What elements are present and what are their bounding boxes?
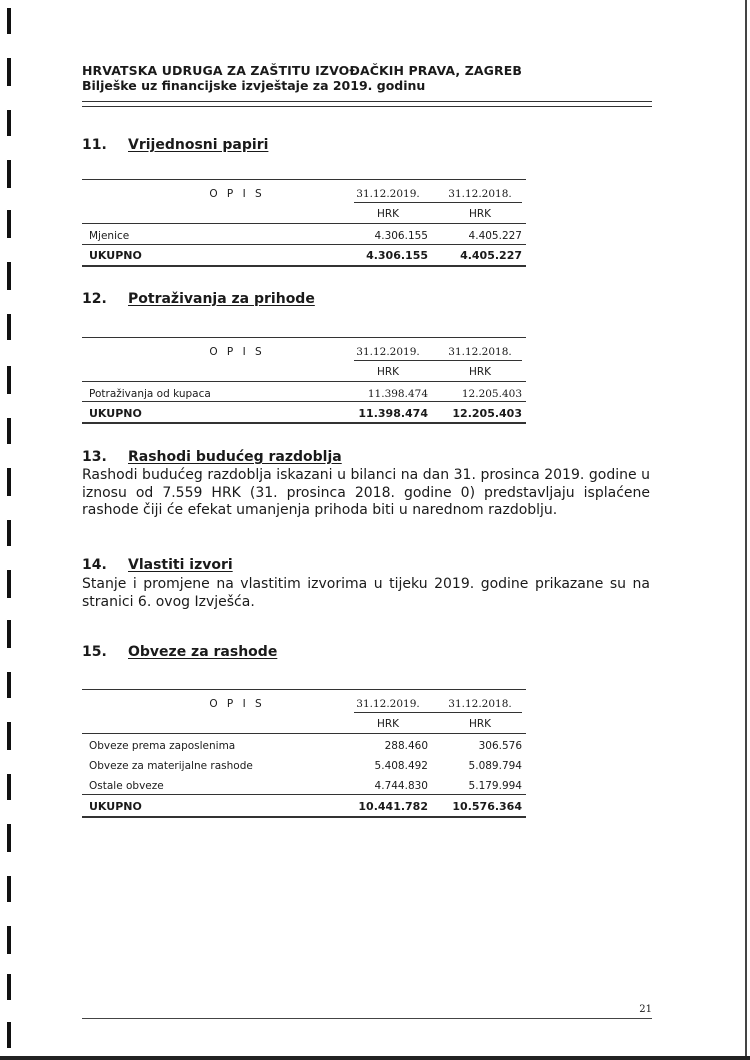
section-title: Rashodi budućeg razdoblja [128, 449, 342, 465]
row-value-2018: 5.089.794 [468, 760, 522, 772]
row-value-2019: 288.460 [384, 740, 428, 752]
row-value-2018: 5.179.994 [468, 780, 522, 792]
column-header-opis: O P I S [209, 188, 265, 200]
section-number: 13. [82, 449, 107, 465]
section-title: Vlastiti izvori [128, 557, 233, 573]
column-header-opis: O P I S [209, 346, 265, 358]
row-value-2018: 4.405.227 [468, 230, 522, 242]
document-subtitle: Bilješke uz financijske izvještaje za 2019. godinu [82, 78, 426, 93]
table-obveze-za-rashode [82, 689, 526, 821]
column-header-2018: 31.12.2018. [448, 188, 512, 200]
total-value-2018: 10.576.364 [452, 800, 522, 813]
section-14-paragraph: Stanje i promjene na vlastitim izvorima u tijeku 2019. godine prikazane su na stranici 6. ovog Izvješća. [82, 576, 650, 610]
column-header-2019: 31.12.2019. [356, 698, 420, 710]
scan-bottom-edge [0, 1056, 750, 1060]
column-header-2018: 31.12.2018. [448, 346, 512, 358]
total-label: UKUPNO [89, 249, 142, 262]
column-header-2019: 31.12.2019. [356, 188, 420, 200]
unit-2018: HRK [468, 366, 492, 378]
row-label: Ostale obveze [89, 780, 164, 792]
total-value-2019: 10.441.782 [358, 800, 428, 813]
column-header-opis: O P I S [209, 698, 265, 710]
column-header-2018: 31.12.2018. [448, 698, 512, 710]
section-number: 14. [82, 557, 107, 573]
column-header-2019: 31.12.2019. [356, 346, 420, 358]
unit-2019: HRK [376, 366, 400, 378]
section-title: Obveze za rashode [128, 644, 278, 660]
row-value-2019: 11.398.474 [367, 388, 428, 400]
section-13-heading [82, 449, 342, 465]
total-label: UKUPNO [89, 800, 142, 813]
page-number: 21 [639, 1004, 652, 1015]
unit-2018: HRK [468, 718, 492, 730]
unit-2019: HRK [376, 208, 400, 220]
row-value-2018: 12.205.403 [461, 388, 522, 400]
unit-2018: HRK [468, 208, 492, 220]
table-vrijednosni-papiri [82, 179, 526, 269]
header-rule-bottom [82, 106, 652, 107]
section-15-heading [82, 644, 277, 660]
section-number: 12. [82, 291, 107, 307]
row-value-2019: 4.306.155 [374, 230, 428, 242]
section-13-paragraph: Rashodi budućeg razdoblja iskazani u bilanci na dan 31. prosinca 2019. godine u iznosu od 7.559 HRK (31. prosinca 2018. godine 0) predstavljaju isplaćene rashode čiji će efekat umanjenja prihoda biti u narednom razdoblju. [82, 467, 650, 518]
total-value-2019: 11.398.474 [358, 407, 428, 420]
section-12-heading [82, 291, 315, 307]
total-value-2018: 12.205.403 [452, 407, 522, 420]
section-11-heading [82, 137, 268, 153]
section-title: Potraživanja za prihode [128, 291, 315, 307]
row-value-2019: 4.744.830 [374, 780, 428, 792]
section-number: 11. [82, 137, 107, 153]
document-organization: HRVATSKA UDRUGA ZA ZAŠTITU IZVOĐAČKIH PRAVA, ZAGREB [82, 63, 522, 78]
section-14-heading [82, 557, 233, 573]
row-label: Potraživanja od kupaca [89, 388, 211, 400]
total-value-2019: 4.306.155 [366, 249, 428, 262]
row-label: Obveze prema zaposlenima [89, 740, 236, 752]
total-label: UKUPNO [89, 407, 142, 420]
row-label: Mjenice [89, 230, 130, 242]
scan-right-edge [745, 0, 747, 1060]
footer-rule [82, 1018, 652, 1019]
unit-2019: HRK [376, 718, 400, 730]
row-value-2019: 5.408.492 [374, 760, 428, 772]
row-value-2018: 306.576 [478, 740, 522, 752]
table-potrazivanja-za-prihode [82, 337, 526, 427]
header-rule-top [82, 101, 652, 102]
section-number: 15. [82, 644, 107, 660]
row-label: Obveze za materijalne rashode [89, 760, 253, 772]
total-value-2018: 4.405.227 [460, 249, 522, 262]
section-title: Vrijednosni papiri [128, 137, 269, 153]
